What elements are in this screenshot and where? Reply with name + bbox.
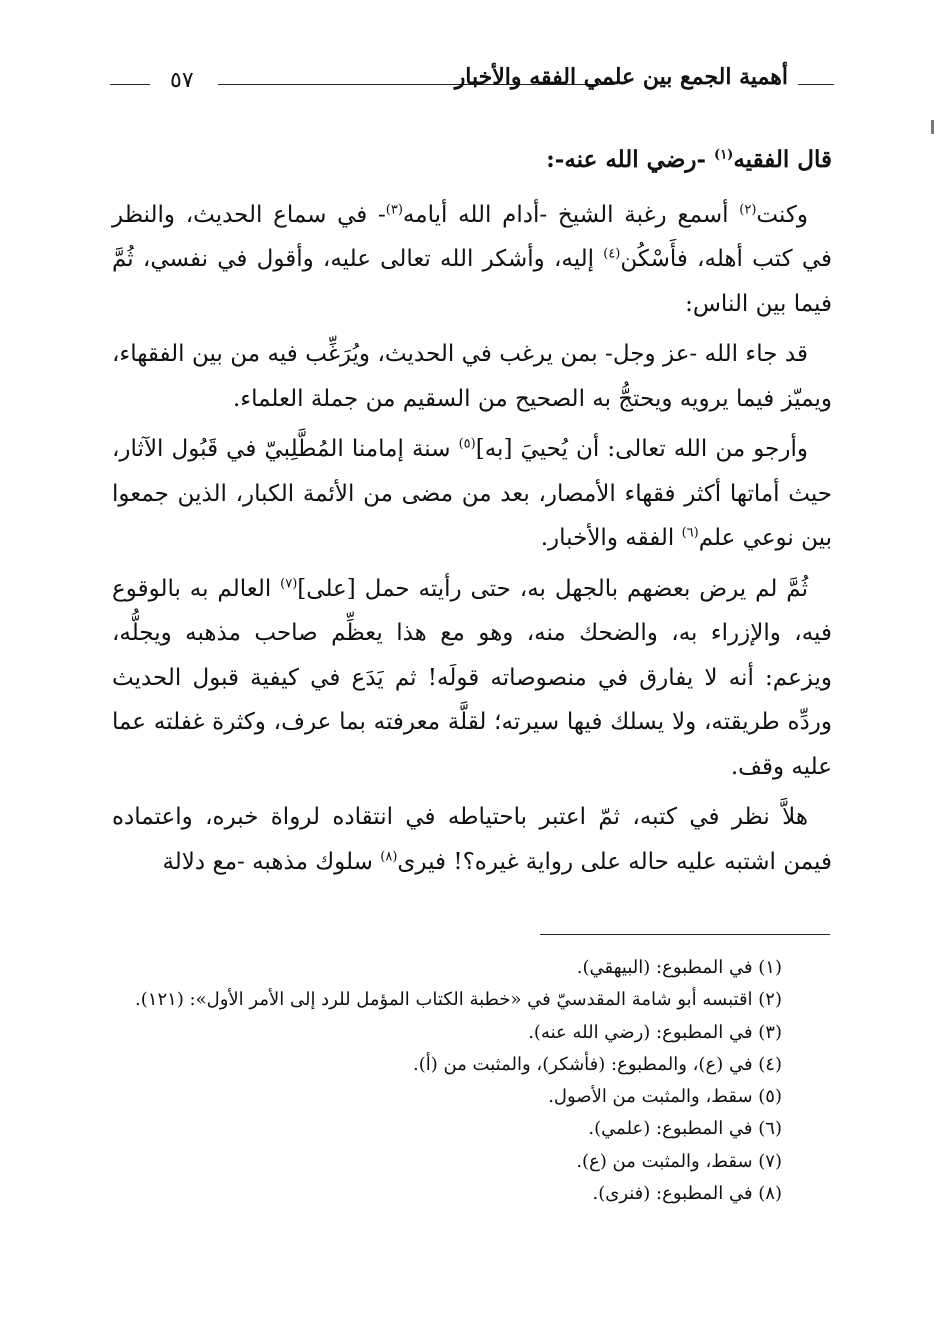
footnote-ref-3: (٣) — [385, 201, 403, 217]
p1-text-c: - في سماع الحديث، والنظر في كتب أهله، فأَسْكُن — [112, 201, 832, 272]
header-dash-left — [110, 84, 150, 85]
footnote-ref-4: (٤) — [603, 246, 621, 262]
speaker-name: قال الفقيه — [733, 146, 832, 173]
footnote-8: (٨) في المطبوع: (فنرى). — [592, 1183, 782, 1205]
p3-text-c: الفقه والأخبار. — [540, 525, 682, 551]
p3-text-a: وأرجو من الله تعالى: أن يُحييَ [به] — [475, 436, 808, 462]
footnote-2: (٢) اقتبسه أبو شامة المقدسيّ في «خطبة الكتاب المؤمل للرد إلى الأمر الأول»: (١٢١). — [135, 989, 782, 1011]
paragraph-4 — [112, 567, 832, 790]
footnote-ref-8: (٨) — [380, 848, 398, 864]
p4-text-b: العالم به بالوقوع فيه، والإزراء به، والضحك منه، وهو مع هذا يعظِّم صاحب مذهبه ويجلُّه، ويزعم: أنه لا يفارق في منصوصاته قولَه! ثم يَدَع في كيفية قبول الحديث وردِّه طريقته، ولا يسلك فيها سيرته؛ لقلَّة معرفته بما عرف، وكثرة غفلته عما عليه وقف. — [112, 575, 832, 780]
footnote-6: (٦) في المطبوع: (علمي). — [588, 1118, 782, 1140]
p3-text-b: سنة إمامنا المُطَّلِبيّ في قَبُول الآثار، حيث أماتها أكثر فقهاء الأمصار، بعد من مضى من الأئمة الكبار، الذين جمعوا بين نوعي علم — [112, 436, 832, 551]
footnote-ref-7: (٧) — [280, 575, 298, 591]
footnotes — [112, 952, 830, 1210]
paragraph-5 — [112, 795, 832, 884]
footnote-1: (١) في المطبوع: (البيهقي). — [576, 957, 782, 978]
footnote-ref-1: (١) — [714, 147, 734, 163]
footnote-ref-2: (٢) — [739, 201, 757, 217]
running-title: أهمية الجمع بين علمي الفقه والأخبار — [454, 64, 788, 90]
p5-text-a: هلاَّ نظر في كتبه، ثمّ اعتبر باحتياطه في انتقاده لرواة خبره، واعتماده فيمن اشتبه عليه حاله على رواية غيره؟! فيرى — [112, 804, 832, 875]
footnote-4: (٤) في (ع)، والمطبوع: (فأشكر)، والمثبت من (أ). — [413, 1053, 782, 1075]
paragraph-3 — [112, 427, 832, 561]
paragraph-2: قد جاء الله -عز وجل- بمن يرغب في الحديث، ويُرَغِّب فيه من بين الفقهاء، ويميّز فيما يرويه ويحتجُّ به الصحيح من السقيم من جملة العلماء. — [112, 341, 832, 412]
p1-text-d: إليه، وأشكر الله تعالى عليه، وأقول في نفسي، ثُمَّ فيما بين الناس: — [112, 246, 832, 317]
header-dash-right — [798, 84, 834, 85]
speaker-tail: -رضي الله عنه-: — [546, 146, 715, 173]
footnote-ref-6: (٦) — [681, 525, 699, 541]
paragraph-1 — [112, 193, 832, 327]
running-header — [110, 62, 834, 102]
p5-text-b: سلوك مذهبه -مع دلالة — [162, 848, 381, 875]
footnote-separator — [540, 934, 830, 935]
footnote-7: (٧) سقط، والمثبت من (ع). — [576, 1150, 782, 1172]
p4-text-a: ثُمَّ لم يرض بعضهم بالجهل به، حتى رأيته حمل [على] — [297, 575, 808, 602]
p1-text-b: أسمع رغبة الشيخ -أدام الله أيامه — [402, 201, 740, 228]
p1-text-a: وكنت — [756, 201, 808, 228]
footnote-3: (٣) في المطبوع: (رضي الله عنه). — [528, 1021, 782, 1043]
speaker-line — [112, 138, 832, 183]
footnote-ref-5: (٥) — [458, 436, 476, 452]
main-text — [112, 138, 832, 890]
footnote-5: (٥) سقط، والمثبت من الأصول. — [548, 1086, 782, 1108]
page-number: ٥٧ — [170, 68, 194, 93]
